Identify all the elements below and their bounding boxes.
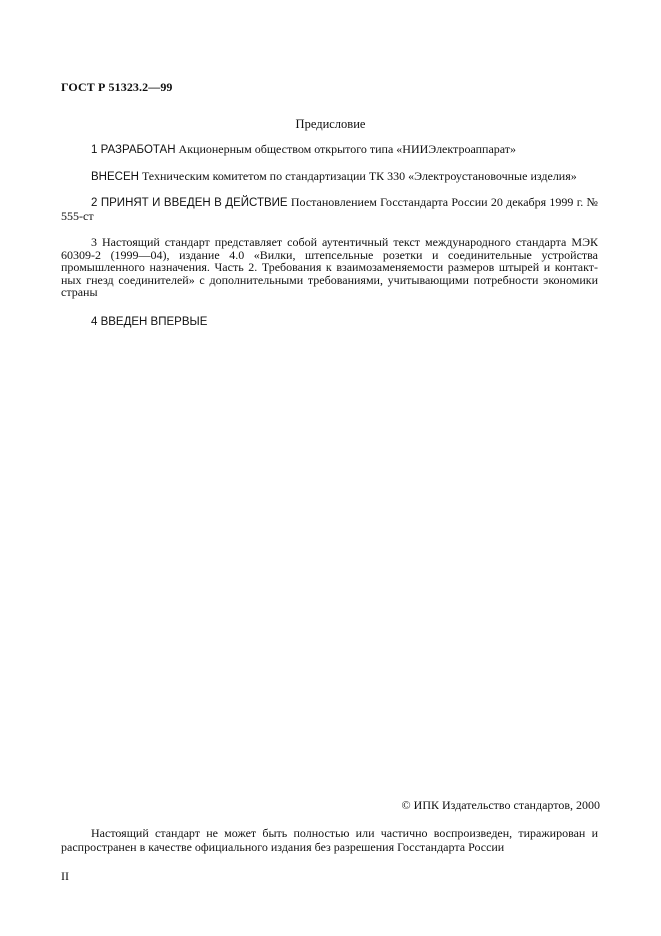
paragraph-introduced-by bbox=[61, 170, 598, 184]
paragraph-developed-by bbox=[61, 143, 598, 157]
paragraph-lead: 1 РАЗРАБОТАН bbox=[91, 144, 176, 156]
copyright-line: © ИПК Издательство стандартов, 2000 bbox=[401, 798, 600, 812]
page-title: Предисловие bbox=[295, 117, 366, 131]
paragraph-lead: 2 ПРИНЯТ И ВВЕДЕН В ДЕЙСТВИЕ bbox=[91, 197, 288, 209]
paragraph-introduced-first: 4 ВВЕДЕН ВПЕРВЫЕ bbox=[91, 316, 208, 328]
page-number: II bbox=[61, 869, 69, 883]
paragraph-text: Постановлением Госстандарта России 20 декабря 1999 г. № 555-ст bbox=[61, 195, 599, 223]
reproduction-notice: Настоящий стандарт не может быть полностью или частично воспроизведен, тиражирован и распространен в качестве официального издания без разрешения Госстандарта России bbox=[61, 826, 598, 854]
paragraph-lead: ВНЕСЕН bbox=[91, 171, 139, 183]
paragraph-authentic-text: 3 Настоящий стандарт представляет собой аутентичный текст международного стандарта МЭК 60309-2 (1999—04), издание 4.0 «Вилки, штепсельные розетки и соединительные устройства промышленного назначения. Часть 2. Требования к взаимозаменяемости размеров штырей и контакт-ных гнезд соединителей» с дополнительными требованиями, учитывающими потребности экономики страны bbox=[61, 235, 598, 300]
paragraph-text: Акционерным обществом открытого типа «НИИЭлектроаппарат» bbox=[175, 142, 517, 156]
document-header: ГОСТ Р 51323.2—99 bbox=[61, 80, 173, 94]
paragraph-adopted bbox=[61, 196, 598, 222]
paragraph-text: Техническим комитетом по стандартизации ТК 330 «Электроустановочные изделия» bbox=[138, 169, 577, 183]
